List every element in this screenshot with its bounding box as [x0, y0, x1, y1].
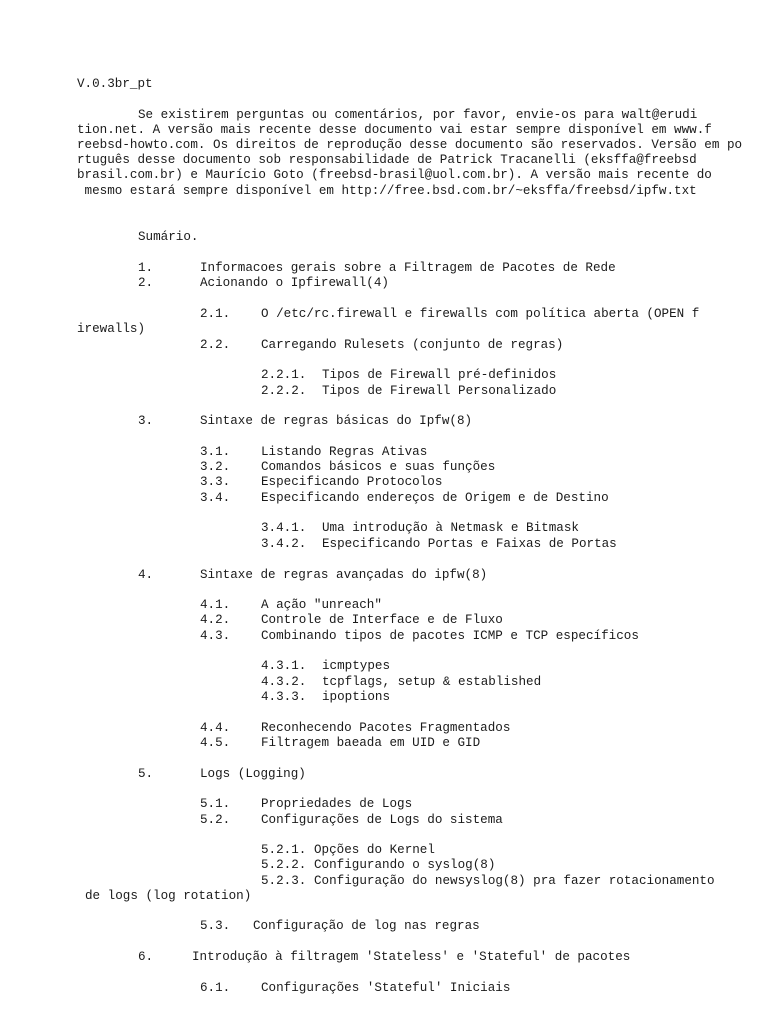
toc-entry: Especificando Protocolos	[261, 475, 443, 489]
toc-entry: Sintaxe de regras básicas do Ipfw(8)	[200, 414, 473, 428]
toc-entry: Configurações de Logs do sistema	[261, 813, 503, 827]
toc-number: 5.	[138, 767, 154, 781]
toc-entry: Introdução à filtragem 'Stateless' e 'Stateful' de pacotes	[192, 950, 631, 964]
toc-number: 3.2.	[200, 460, 231, 474]
toc-number: 3.1.	[200, 445, 231, 459]
toc-entry: Controle de Interface e de Fluxo	[261, 613, 503, 627]
toc-number: 2.2.2.	[261, 384, 307, 398]
toc-entry: Logs (Logging)	[200, 767, 306, 781]
toc-number: 2.2.	[200, 338, 231, 352]
toc-entry: Configuração de log nas regras	[253, 919, 480, 933]
toc-entry: tcpflags, setup & established	[322, 675, 542, 689]
toc-entry: ipoptions	[322, 690, 391, 704]
toc-number: 4.5.	[200, 736, 231, 750]
intro-line: reebsd-howto.com. Os direitos de reprodução desse documento são reservados. Versão em po	[77, 138, 743, 152]
toc-number: 4.3.	[200, 629, 231, 643]
toc-entry: Filtragem baeada em UID e GID	[261, 736, 481, 750]
toc-entry: Configurando o syslog(8)	[314, 858, 496, 872]
toc-number: 4.1.	[200, 598, 231, 612]
toc-number: 6.	[138, 950, 154, 964]
toc-number: 2.1.	[200, 307, 231, 321]
toc-number: 4.	[138, 568, 154, 582]
toc-entry-wrap: de logs (log rotation)	[85, 889, 252, 903]
toc-entry: A ação "unreach"	[261, 598, 382, 612]
toc-number: 4.3.1.	[261, 659, 307, 673]
toc-entry: Combinando tipos de pacotes ICMP e TCP específicos	[261, 629, 639, 643]
intro-line: brasil.com.br) e Maurício Goto (freebsd-brasil@uol.com.br). A versão mais recente do	[77, 168, 712, 182]
toc-entry: Informacoes gerais sobre a Filtragem de Pacotes de Rede	[200, 261, 616, 275]
toc-number: 5.2.3.	[261, 874, 307, 888]
toc-number: 3.4.2.	[261, 537, 307, 551]
toc-entry: Comandos básicos e suas funções	[261, 460, 496, 474]
toc-entry: Acionando o Ipfirewall(4)	[200, 276, 389, 290]
toc-number: 3.3.	[200, 475, 231, 489]
intro-line: rtuguês desse documento sob responsabilidade de Patrick Tracanelli (eksffa@freebsd	[77, 153, 697, 167]
intro-line: mesmo estará sempre disponível em http://free.bsd.com.br/~eksffa/freebsd/ipfw.txt	[77, 184, 697, 198]
intro-line: Se existirem perguntas ou comentários, por favor, envie-os para walt@erudi	[138, 108, 698, 122]
toc-number: 3.4.	[200, 491, 231, 505]
toc-entry: Especificando endereços de Origem e de Destino	[261, 491, 609, 505]
toc-number: 4.3.3.	[261, 690, 307, 704]
toc-number: 2.	[138, 276, 154, 290]
toc-number: 1.	[138, 261, 154, 275]
toc-entry: Tipos de Firewall Personalizado	[322, 384, 557, 398]
toc-entry: Carregando Rulesets (conjunto de regras)	[261, 338, 564, 352]
toc-entry: icmptypes	[322, 659, 391, 673]
toc-entry: O /etc/rc.firewall e firewalls com política aberta (OPEN f	[261, 307, 700, 321]
toc-number: 5.2.2.	[261, 858, 307, 872]
toc-entry-wrap: irewalls)	[77, 322, 146, 336]
toc-entry: Listando Regras Ativas	[261, 445, 428, 459]
document-version: V.0.3br_pt	[77, 77, 153, 91]
toc-entry: Configurações 'Stateful' Iniciais	[261, 981, 511, 995]
toc-number: 6.1.	[200, 981, 231, 995]
toc-entry: Uma introdução à Netmask e Bitmask	[322, 521, 579, 535]
intro-line: tion.net. A versão mais recente desse documento vai estar sempre disponível em www.f	[77, 123, 712, 137]
toc-number: 5.2.	[200, 813, 231, 827]
toc-entry: Configuração do newsyslog(8) pra fazer rotacionamento	[314, 874, 715, 888]
toc-number: 4.2.	[200, 613, 231, 627]
toc-number: 4.3.2.	[261, 675, 307, 689]
toc-entry: Especificando Portas e Faixas de Portas	[322, 537, 617, 551]
toc-number: 3.	[138, 414, 154, 428]
toc-number: 5.1.	[200, 797, 231, 811]
toc-number: 3.4.1.	[261, 521, 307, 535]
toc-entry: Sintaxe de regras avançadas do ipfw(8)	[200, 568, 488, 582]
toc-entry: Reconhecendo Pacotes Fragmentados	[261, 721, 511, 735]
toc-number: 5.3.	[200, 919, 231, 933]
toc-entry: Opções do Kernel	[314, 843, 435, 857]
toc-number: 2.2.1.	[261, 368, 307, 382]
toc-number: 4.4.	[200, 721, 231, 735]
toc-number: 5.2.1.	[261, 843, 307, 857]
toc-entry: Propriedades de Logs	[261, 797, 413, 811]
toc-entry: Tipos de Firewall pré-definidos	[322, 368, 557, 382]
summary-title: Sumário.	[138, 230, 199, 244]
